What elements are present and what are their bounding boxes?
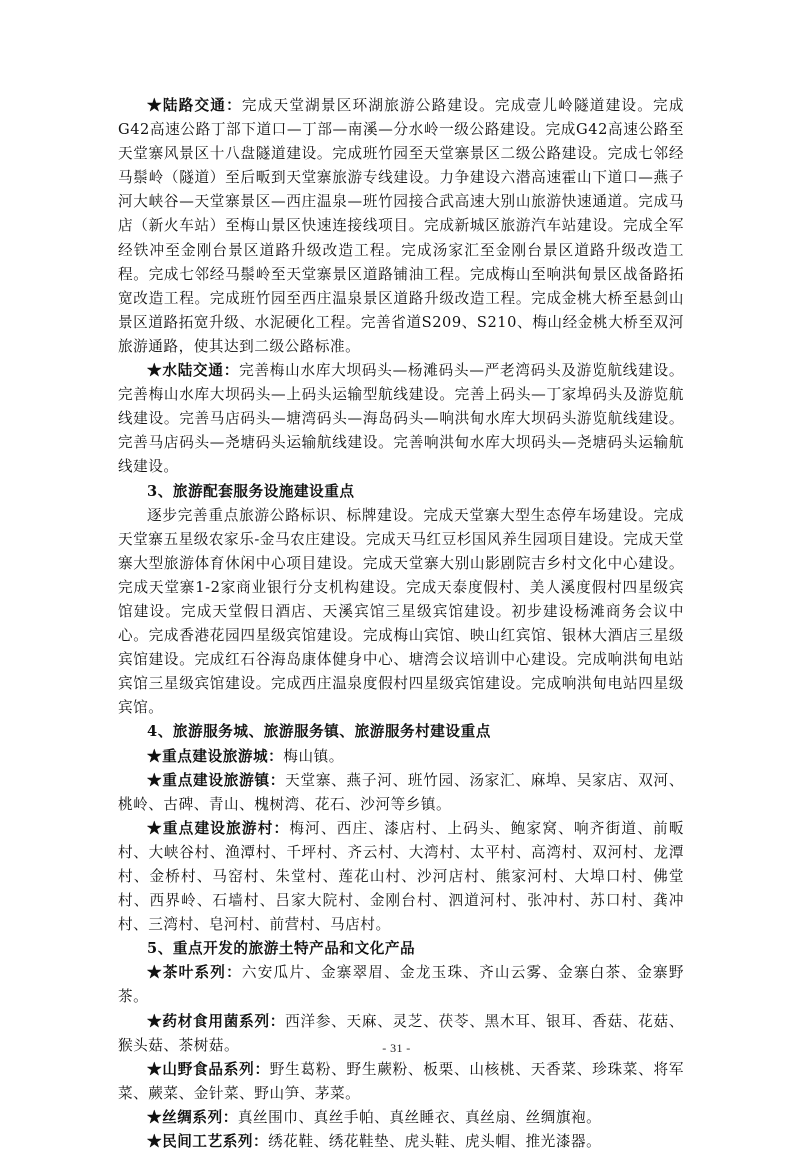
paragraph-service-facilities [118,504,684,721]
paragraph-tourism-villages [118,817,684,937]
paragraph-text: 绣花鞋、绣花鞋垫、虎头鞋、虎头帽、推光漆器。 [268,1133,602,1151]
section-heading-3: 3、旅游配套服务设施建设重点 [147,482,355,500]
paragraph-text: 逐步完善重点旅游公路标识、标牌建设。完成天堂寨大型生态停车场建设。完成天堂寨五星级农家乐-金马农庄建设。完成天马红豆杉国风养生园项目建设。完成天堂寨大型旅游体育休闲中心项目建设。完成天堂寨大别山影剧院吉乡村文化中心建设。完成天堂寨1-2家商业银行分支机构建设。完成天泰度假村、美人溪度假村四星级宾馆建设。完成天堂假日酒店、天溪宾馆三星级宾馆建设。初步建设杨滩商务会议中心。完成香港花园四星级宾馆建设。完成梅山宾馆、映山红宾馆、银林大酒店三星级宾馆建设。完成红石谷海岛康体健身中心、塘湾会议培训中心建设。完成响洪甸电站宾馆三星级宾馆建设。完成西庄温泉度假村四星级宾馆建设。完成响洪甸电站四星级宾馆。 [118,506,684,717]
paragraph-wild-food-series [118,1058,684,1106]
paragraph-text: 六安瓜片、金寨翠眉、金龙玉珠、齐山云雾、金寨白茶、金寨野茶。 [118,964,684,1006]
paragraph-text: 西洋参、天麻、灵芝、茯苓、黑木耳、银耳、香菇、花菇、猴头菇、茶树菇。 [118,1012,684,1054]
paragraph-water-transport [118,359,684,479]
paragraph-silk-series [118,1106,684,1130]
paragraph-text: 完成天堂湖景区环湖旅游公路建设。完成壹儿岭隧道建设。完成G42高速公路丁部下道口—丁部—南溪—分水岭一级公路建设。完成G42高速公路至天堂寨风景区十八盘隧道建设。完成班竹园至天堂寨景区二级公路建设。完成七邻经马鬃岭（隧道）至后畈到天堂寨旅游专线建设。力争建设六潜高速霍山下道口—燕子河大峡谷—天堂寨景区—西庄温泉—班竹园接合武高速大别山旅游快速通道。完成马店（新火车站）至梅山景区快速连接线项目。完成新城区旅游汽车站建设。完成全军经铁冲至金刚台景区道路升级改造工程。完成汤家汇至金刚台景区道路升级改造工程。完成七邻经马鬃岭至天堂寨景区道路铺油工程。完成梅山至响洪甸景区战备路拓宽改造工程。完成班竹园至西庄温泉景区道路升级改造工程。完成金桃大桥至悬剑山景区道路拓宽升级、水泥硬化工程。完善省道S209、S210、梅山经金桃大桥至双河旅游通路，使其达到二级公路标准。 [118,97,684,355]
paragraph-lead: ★药材食用菌系列： [147,1012,286,1030]
paragraph-lead: ★茶叶系列： [147,964,242,982]
paragraph-tourism-towns [118,769,684,817]
paragraph-lead: ★丝绸系列： [147,1108,238,1126]
paragraph-text: 野生葛粉、野生蕨粉、板栗、山核桃、天香菜、珍珠菜、将军菜、蕨菜、金针菜、野山笋、茅菜。 [118,1060,684,1102]
document-body [118,94,684,1154]
section-heading-4: 4、旅游服务城、旅游服务镇、旅游服务村建设重点 [147,723,491,741]
paragraph-text: 梅河、西庄、漆店村、上码头、鲍家窝、响齐街道、前畈村、大峡谷村、渔潭村、千坪村、齐云村、大湾村、太平村、高湾村、双河村、龙潭村、金桥村、马窑村、朱堂村、莲花山村、沙河店村、熊家河村、大埠口村、佛堂村、西界岭、石墙村、吕家大院村、金刚台村、泗道河村、张冲村、苏口村、龚冲村、三湾村、皂河村、前营村、马店村。 [118,819,684,934]
paragraph-lead: ★水陆交通： [147,362,240,380]
paragraph-text: 完善梅山水库大坝码头—杨滩码头—严老湾码头及游览航线建设。完善梅山水库大坝码头—上码头运输型航线建设。完善上码头—丁家埠码头及游览航线建设。完善马店码头—塘湾码头—海岛码头—响洪甸水库大坝码头游览航线建设。完善马店码头—尧塘码头运输航线建设。完善响洪甸水库大坝码头—尧塘码头运输航线建设。 [118,362,684,476]
paragraph-text: 梅山镇。 [283,747,344,765]
paragraph-tea-series [118,961,684,1009]
paragraph-folk-craft-series [118,1130,684,1154]
paragraph-tourism-city [118,745,684,769]
page-number: - 31 - [382,1041,411,1055]
paragraph-land-transport [118,94,684,359]
paragraph-lead: ★陆路交通： [147,97,242,114]
paragraph-lead: ★重点建设旅游村： [147,819,290,837]
paragraph-lead: ★山野食品系列： [147,1060,270,1078]
paragraph-text: 天堂寨、燕子河、班竹园、汤家汇、麻埠、吴家店、双河、桃岭、古碑、青山、槐树湾、花石、沙河等乡镇。 [118,771,684,813]
section-heading-5: 5、重点开发的旅游土特产品和文化产品 [147,940,416,958]
paragraph-lead: ★民间工艺系列： [147,1133,269,1151]
paragraph-text: 真丝围巾、真丝手帕、真丝睡衣、真丝扇、丝绸旗袍。 [237,1108,602,1126]
paragraph-lead: ★重点建设旅游镇： [147,771,286,789]
paragraph-lead: ★重点建设旅游城： [147,747,284,765]
